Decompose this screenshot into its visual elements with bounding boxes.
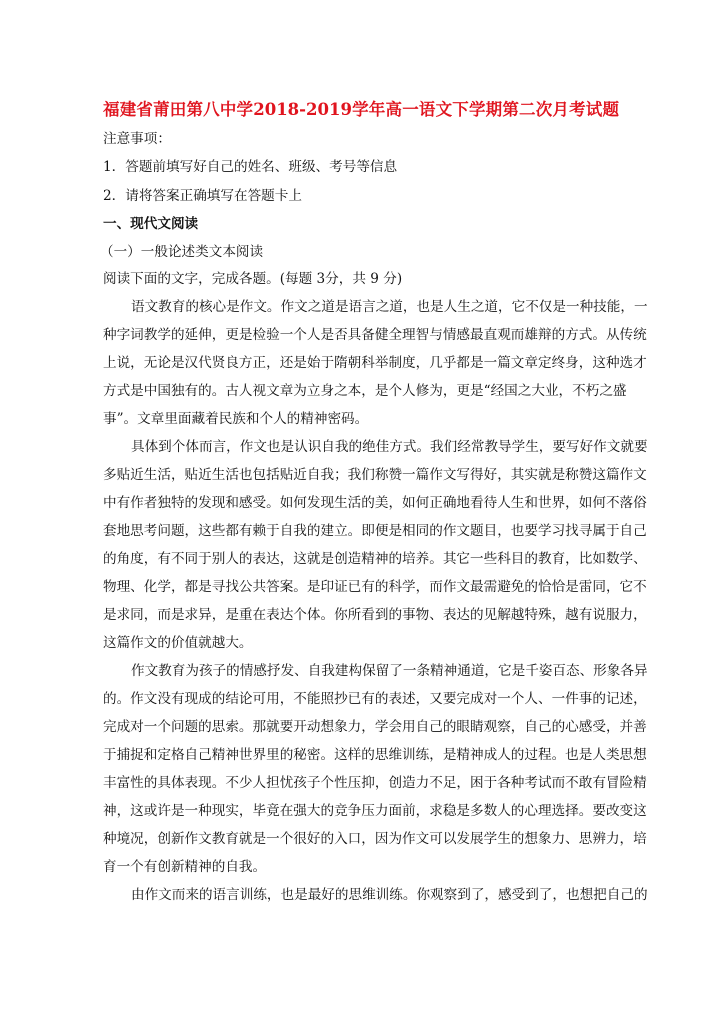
paragraph-line: 上说，无论是汉代贤良方正，还是始于隋朝科举制度，几乎都是一篇文章定终身，这种选才 bbox=[103, 355, 647, 371]
paragraph-line: 的角度，有不同于别人的表达，这就是创造精神的培养。其它一些科目的教育，比如数学、 bbox=[103, 551, 647, 567]
paragraph-line: 育一个有创新精神的自我。 bbox=[103, 859, 267, 875]
paragraph-line: 语文教育的核心是作文。作文之道是语言之道，也是人生之道，它不仅是一种技能，一 bbox=[131, 299, 648, 315]
paragraph-line: 的。作文没有现成的结论可用，不能照抄已有的表述，又要完成对一个人、一件事的记述， bbox=[103, 691, 647, 707]
notice-item: 1．答题前填写好自己的姓名、班级、考号等信息 bbox=[103, 159, 398, 175]
paragraph-line: 由作文而来的语言训练，也是最好的思维训练。你观察到了，感受到了，也想把自己的 bbox=[131, 887, 648, 903]
paragraph-line: 这篇作文的价值就越大。 bbox=[103, 635, 253, 651]
paragraph-line: 多贴近生活，贴近生活也包括贴近自我；我们称赞一篇作文写得好，其实就是称赞这篇作文 bbox=[103, 467, 647, 483]
paragraph-line: 丰富性的具体表现。不少人担忧孩子个性压抑，创造力不足，困于各种考试而不敢有冒险精 bbox=[103, 775, 647, 791]
paragraph-line: 是求同，而是求异，是重在表达个体。你所看到的事物、表达的见解越特殊，越有说服力， bbox=[103, 607, 647, 623]
instruction: 阅读下面的文字，完成各题。(每题 3分，共 9 分) bbox=[103, 271, 403, 287]
paragraph-line: 套地思考问题，这些都有赖于自我的建立。即便是相同的作文题目，也要学习找寻属于自己 bbox=[103, 523, 647, 539]
paragraph-line: 完成对一个问题的思索。那就要开动想象力，学会用自己的眼睛观察，自己的心感受，并善 bbox=[103, 719, 647, 735]
notice-heading: 注意事项： bbox=[103, 131, 171, 147]
paragraph-line: 物理、化学，都是寻找公共答案。是印证已有的科学，而作文最需避免的恰恰是雷同，它不 bbox=[103, 579, 647, 595]
document-title: 福建省莆田第八中学2018-2019学年高一语文下学期第二次月考试题 bbox=[103, 100, 619, 119]
paragraph-line: 方式是中国独有的。古人视文章为立身之本，是个人修为，更是“经国之大业，不朽之盛 bbox=[103, 383, 627, 399]
paragraph-line: 种境况，创新作文教育就是一个很好的入口，因为作文可以发展学生的想象力、思辨力，培 bbox=[103, 831, 647, 847]
notice-item: 2．请将答案正确填写在答题卡上 bbox=[103, 188, 302, 204]
section-heading: 一、现代文阅读 bbox=[103, 216, 199, 232]
paragraph-line: 中有作者独特的发现和感受。如何发现生活的美，如何正确地看待人生和世界，如何不落俗 bbox=[103, 495, 647, 511]
paragraph-line: 作文教育为孩子的情感抒发、自我建构保留了一条精神通道，它是千姿百态、形象各异 bbox=[131, 663, 648, 679]
paragraph-line: 种字词教学的延伸，更是检验一个人是否具备健全理智与情感最直观而雄辩的方式。从传统 bbox=[103, 327, 647, 343]
subsection-heading: （一）一般论述类文本阅读 bbox=[100, 244, 264, 260]
paragraph-line: 事”。文章里面藏着民族和个人的精神密码。 bbox=[103, 411, 369, 427]
paragraph-line: 具体到个体而言，作文也是认识自我的绝佳方式。我们经常教导学生，要写好作文就要 bbox=[131, 439, 648, 455]
paragraph-line: 神，这或许是一种现实，毕竟在强大的竞争压力面前，求稳是多数人的心理选择。要改变这 bbox=[103, 803, 647, 819]
paragraph-line: 于捕捉和定格自己精神世界里的秘密。这样的思维训练，是精神成人的过程。也是人类思想 bbox=[103, 747, 647, 763]
